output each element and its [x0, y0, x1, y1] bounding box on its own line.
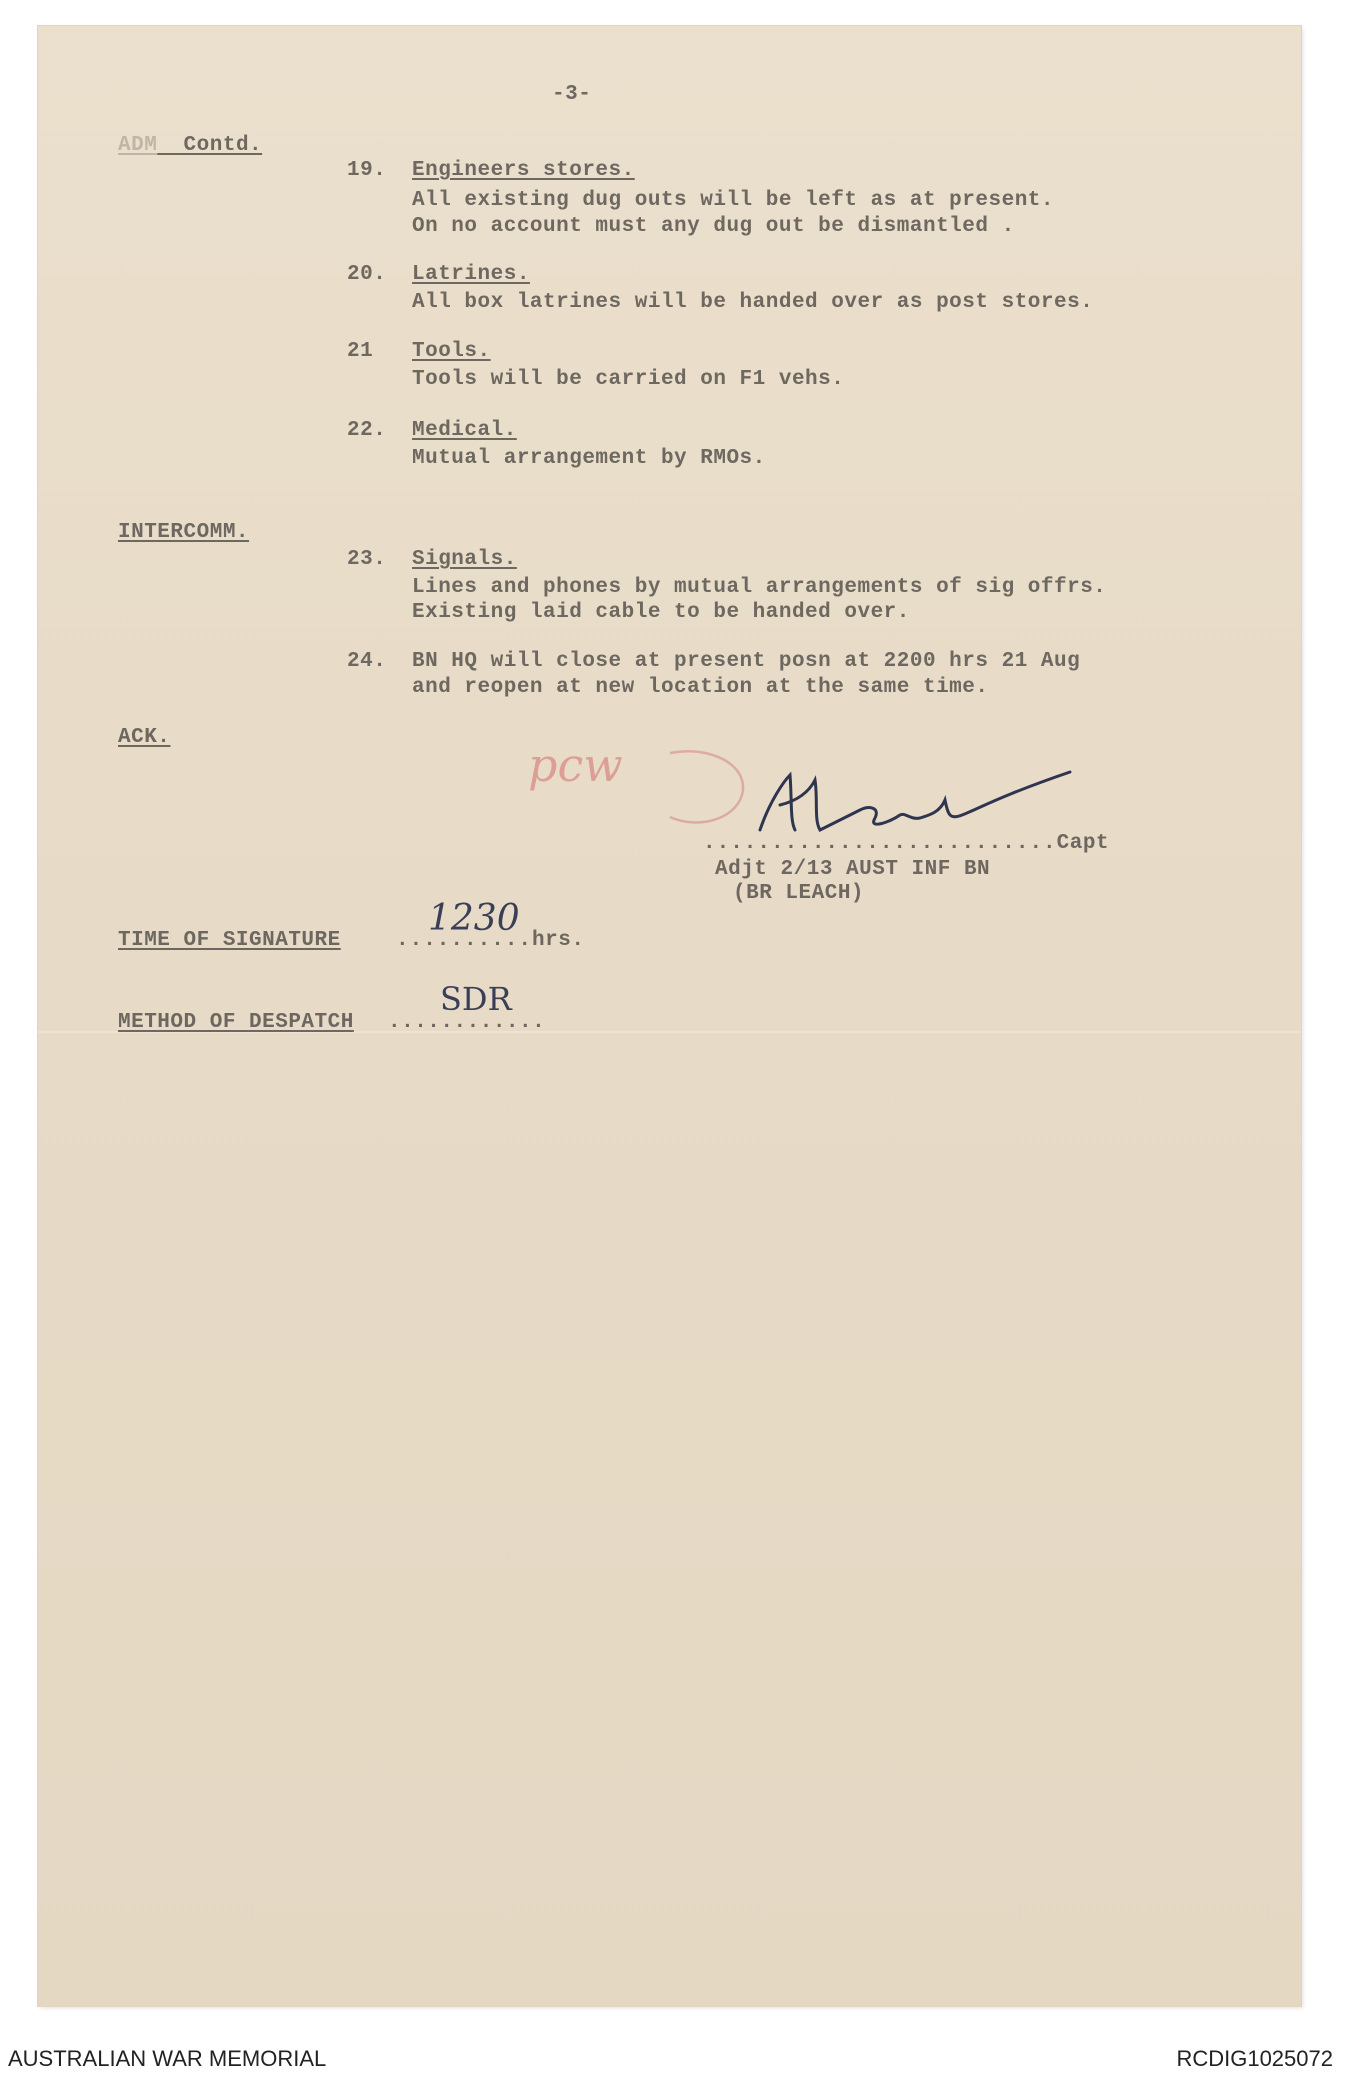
section-ack-label: ACK. [118, 726, 171, 749]
time-of-signature-value: 1230 [428, 898, 520, 939]
item-24-line-2: and reopen at new location at the same time. [412, 676, 989, 699]
item-21-number: 21 [347, 340, 374, 363]
item-24-line-1: BN HQ will close at present posn at 2200 hrs 21 Aug [412, 650, 1081, 673]
item-20-line-1: All box latrines will be handed over as post stores. [412, 291, 1094, 314]
item-22-line-1: Mutual arrangement by RMOs. [412, 447, 766, 470]
section-contd-label: ADM Contd. [118, 134, 263, 157]
item-23-line-1: Lines and phones by mutual arrangements of sig offrs. [412, 576, 1107, 599]
item-23-number: 23. [347, 548, 387, 571]
time-of-signature-field: ..........hrs. [396, 929, 585, 952]
item-22-number: 22. [347, 419, 387, 442]
item-20-number: 20. [347, 263, 387, 286]
method-of-despatch-value: SDR [440, 980, 512, 1018]
signature-dots: ..........................Capt [703, 832, 1110, 855]
page-number: -3- [552, 83, 592, 106]
section-intercomm-label: INTERCOMM. [118, 521, 250, 544]
item-21-line-1: Tools will be carried on F1 vehs. [412, 368, 845, 391]
item-19-line-1: All existing dug outs will be left as at present. [412, 189, 1055, 212]
item-23-line-2: Existing laid cable to be handed over. [412, 601, 910, 624]
footer-record-id: RCDIG1025072 [1176, 2046, 1333, 2071]
item-24-number: 24. [347, 650, 387, 673]
signature-line-1: Adjt 2/13 AUST INF BN [715, 858, 991, 881]
item-19-line-2: On no account must any dug out be dismantled . [412, 215, 1015, 238]
item-19-heading: Engineers stores. [412, 159, 635, 182]
footer-source: AUSTRALIAN WAR MEMORIAL [8, 2046, 327, 2071]
item-21-heading: Tools. [412, 340, 491, 363]
method-of-despatch-label: METHOD OF DESPATCH [118, 1011, 354, 1034]
method-of-despatch-dots: ............ [388, 1011, 546, 1034]
time-of-signature-label: TIME OF SIGNATURE [118, 929, 341, 952]
signature-line-2: (BR LEACH) [733, 882, 865, 905]
item-23-heading: Signals. [412, 548, 517, 571]
red-initials-mark: pcw [528, 738, 623, 792]
item-20-heading: Latrines. [412, 263, 530, 286]
item-22-heading: Medical. [412, 419, 517, 442]
item-19-number: 19. [347, 159, 387, 182]
